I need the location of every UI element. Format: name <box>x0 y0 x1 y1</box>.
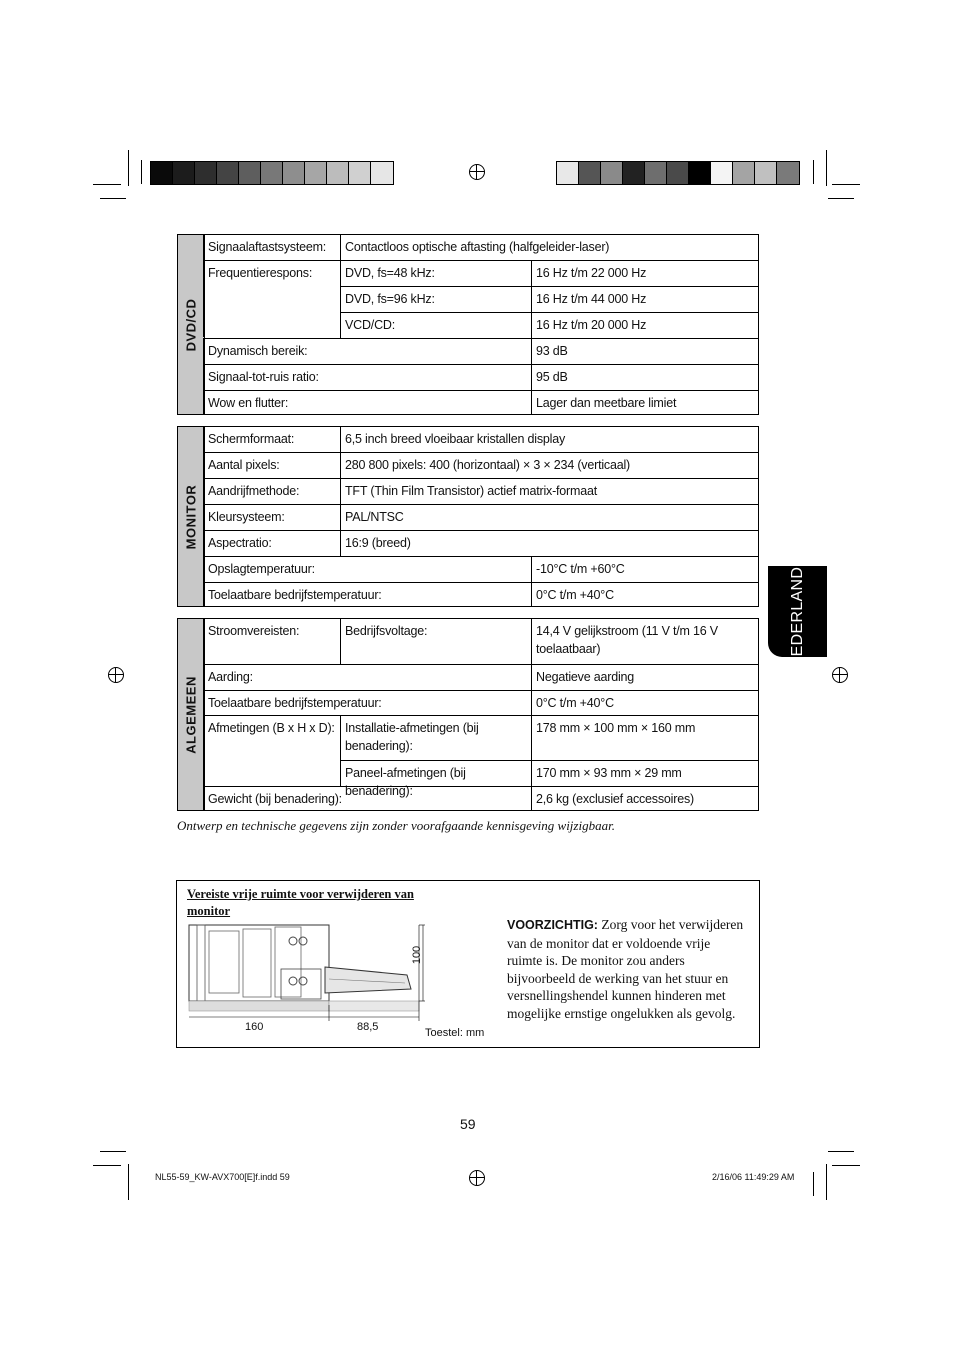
spec-label: Kleursysteem: <box>203 504 340 530</box>
color-swatch <box>579 162 601 184</box>
spec-value: 14,4 V gelijkstroom (11 V t/m 16 V toelaatbaar) <box>531 618 759 664</box>
spec-value: 16 Hz t/m 44 000 Hz <box>531 286 759 312</box>
spec-value: 16 Hz t/m 20 000 Hz <box>531 312 759 338</box>
spec-label: Wow en flutter: <box>203 390 531 415</box>
color-swatch <box>239 162 261 184</box>
spec-label: Opslagtemperatuur: <box>203 556 531 582</box>
spec-label: Schermformaat: <box>203 426 340 453</box>
caution-label: VOORZICHTIG: <box>507 918 598 932</box>
dvd-cd-spec-table <box>177 234 759 415</box>
section-heading-general: ALGEMEEN <box>178 619 205 810</box>
color-swatch <box>557 162 579 184</box>
color-swatch <box>217 162 239 184</box>
spec-value: Contactloos optische aftasting (halfgeleider-laser) <box>340 234 759 261</box>
spec-sublabel: VCD/CD: <box>340 312 531 338</box>
spec-label: Aantal pixels: <box>203 452 340 478</box>
spec-label: Toelaatbare bedrijfstemperatuur: <box>203 690 531 715</box>
color-swatch <box>195 162 217 184</box>
color-swatch <box>667 162 689 184</box>
section-heading-monitor: MONITOR <box>178 427 205 606</box>
monitor-spec-table <box>177 426 759 607</box>
spec-value: 6,5 inch breed vloeibaar kristallen display <box>340 426 759 453</box>
registration-mark-icon <box>108 667 124 683</box>
dim-height-label: 100 <box>411 945 424 965</box>
color-swatch <box>623 162 645 184</box>
spec-label: Stroomvereisten: <box>203 618 340 664</box>
registration-mark-icon <box>469 1170 485 1186</box>
color-swatch <box>755 162 777 184</box>
spec-value: PAL/NTSC <box>340 504 759 530</box>
language-tab: NEDERLANDS <box>768 566 827 657</box>
spec-label: Toelaatbare bedrijfstemperatuur: <box>203 582 531 607</box>
spec-value: 178 mm × 100 mm × 160 mm <box>531 715 759 760</box>
section-heading-dvd: DVD/CD <box>178 235 205 414</box>
spec-sublabel: Paneel-afmetingen (bij benadering): <box>340 760 531 786</box>
general-spec-table <box>177 618 759 811</box>
spec-label: Frequentierespons: <box>203 260 340 337</box>
spec-value: Lager dan meetbare limiet <box>531 390 759 415</box>
color-swatch <box>173 162 195 184</box>
caution-text: VOORZICHTIG: Zorg voor het verwijderen van de monitor dat er voldoende vrije ruimte is. De monitor zou anders bijvoorbeeld de werking van het stuur en versnellingshendel kunnen hinderen met mogelijke ernstige ongelukken als gevolg. <box>507 917 744 1021</box>
spec-sublabel: Bedrijfsvoltage: <box>340 618 531 664</box>
dim-front-label: 88,5 <box>357 1021 379 1033</box>
spec-label: Aspectratio: <box>203 530 340 556</box>
clearance-title: Vereiste vrije ruimte voor verwijderen van monitor <box>187 887 414 918</box>
unit-label: Toestel: mm <box>425 1027 485 1039</box>
spec-sublabel: DVD, fs=96 kHz: <box>340 286 531 312</box>
spec-value: 0°C t/m +40°C <box>531 582 759 607</box>
spec-label: Aarding: <box>203 664 531 690</box>
spec-value: 280 800 pixels: 400 (horizontaal) × 3 × 234 (verticaal) <box>340 452 759 478</box>
disclaimer-note: Ontwerp en technische gegevens zijn zonder voorafgaande kennisgeving wijzigbaar. <box>177 818 615 833</box>
spec-sublabel: DVD, fs=48 kHz: <box>340 260 531 286</box>
color-bar-left <box>150 161 394 185</box>
spec-label: Signaal-tot-ruis ratio: <box>203 364 531 390</box>
page-number: 59 <box>460 1116 476 1132</box>
spec-value: 2,6 kg (exclusief accessoires) <box>531 786 759 811</box>
color-swatch <box>689 162 711 184</box>
color-swatch <box>327 162 349 184</box>
color-swatch <box>261 162 283 184</box>
registration-mark-icon <box>832 667 848 683</box>
color-swatch <box>645 162 667 184</box>
footer-filename: NL55-59_KW-AVX700[E]f.indd 59 <box>155 1172 290 1182</box>
color-swatch <box>151 162 173 184</box>
spec-value: 170 mm × 93 mm × 29 mm <box>531 760 759 786</box>
color-swatch <box>371 162 393 184</box>
spec-value: -10°C t/m +60°C <box>531 556 759 582</box>
spec-label: Aandrijfmethode: <box>203 478 340 504</box>
clearance-box <box>176 880 760 1048</box>
color-swatch <box>733 162 755 184</box>
registration-mark-icon <box>469 164 485 180</box>
spec-value: 95 dB <box>531 364 759 390</box>
footer-date: 2/16/06 11:49:29 AM <box>712 1172 795 1182</box>
spec-value: TFT (Thin Film Transistor) actief matrix-formaat <box>340 478 759 504</box>
spec-label: Afmetingen (B x H x D): <box>203 715 340 786</box>
spec-value: Negatieve aarding <box>531 664 759 690</box>
color-swatch <box>601 162 623 184</box>
spec-label: Signaalaftastsysteem: <box>203 234 340 261</box>
color-swatch <box>283 162 305 184</box>
color-swatch <box>711 162 733 184</box>
spec-value: 0°C t/m +40°C <box>531 690 759 715</box>
spec-value: 16 Hz t/m 22 000 Hz <box>531 260 759 286</box>
spec-value: 16:9 (breed) <box>340 530 759 556</box>
color-swatch <box>349 162 371 184</box>
spec-label: Gewicht (bij benadering): <box>203 786 531 811</box>
color-swatch <box>305 162 327 184</box>
spec-sublabel: Installatie-afmetingen (bij benadering): <box>340 715 531 760</box>
spec-value: 93 dB <box>531 338 759 364</box>
color-swatch <box>777 162 799 184</box>
spec-label: Dynamisch bereik: <box>203 338 531 364</box>
dim-depth-label: 160 <box>245 1021 264 1033</box>
color-bar-right <box>556 161 800 185</box>
